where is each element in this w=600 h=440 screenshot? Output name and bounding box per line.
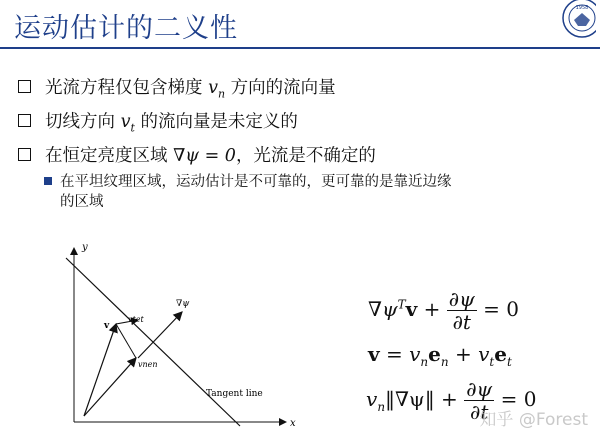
vector-vn: [84, 358, 136, 416]
label-tangent: Tangent line: [206, 389, 263, 399]
bullet-box-icon: [18, 80, 31, 93]
flow-vector-diagram: [60, 240, 310, 430]
bullet-3-suffix: ，光流是不确定的: [235, 146, 376, 166]
bullet-box-icon: [18, 114, 31, 127]
subbullet-line-1: 在平坦纹理区域，运动估计是不可靠的，更可靠的是靠近边缘: [60, 174, 452, 190]
label-vt: vtet: [128, 315, 144, 324]
bullet-1-math: $v_n$: [208, 78, 226, 101]
bullet-2-prefix: 切线方向: [45, 112, 121, 132]
vector-gradient: [138, 312, 182, 358]
vector-vt: [116, 324, 136, 358]
title-bar: [0, 0, 600, 50]
bullet-3: [18, 142, 376, 167]
bullet-2-suffix: 的流向量是未定义的: [134, 112, 298, 132]
subbullet: [60, 172, 580, 212]
bullet-3-math: ∇ψ = 0: [173, 146, 236, 166]
watermark: 知乎 @Forest: [479, 410, 588, 430]
bullet-2: [18, 108, 298, 135]
label-v: v: [104, 321, 110, 331]
subbullet-marker-icon: [44, 177, 52, 185]
bullet-1-suffix: 方向的流向量: [225, 78, 336, 98]
x-axis-label: x: [290, 418, 296, 429]
bullet-2-math: $v_t$: [120, 112, 135, 135]
slide-title: 运动估计的二义性: [14, 13, 238, 44]
bullet-box-icon: [18, 148, 31, 161]
y-axis-label: y: [82, 242, 88, 253]
bullet-3-prefix: 在恒定亮度区域: [45, 146, 174, 166]
subbullet-line-2: 的区域: [60, 194, 104, 210]
bullet-1: [18, 74, 336, 101]
label-grad: ∇ψ: [176, 299, 190, 309]
vector-v: [84, 324, 116, 416]
equation-3: $v_n‖\nabla\psi‖$ + $\frac{\partial\psi}{\partial t}$ = 0: [366, 377, 537, 424]
logo-year: 1958: [575, 5, 589, 11]
bullet-1-prefix: 光流方程仅包含梯度: [45, 78, 209, 98]
equation-1: $\nabla\psi^Tv$ + $\frac{\partial\psi}{\partial t}$ = 0: [368, 287, 520, 334]
university-seal-icon: [552, 0, 596, 44]
label-vn: vnen: [138, 360, 158, 369]
equation-2: $v = v_ne_n + v_te_t$: [368, 342, 512, 369]
title-rule: [0, 47, 600, 49]
